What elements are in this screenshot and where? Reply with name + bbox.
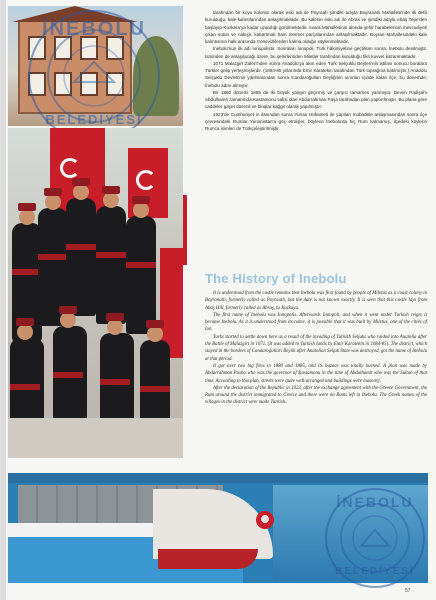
english-history-text (205, 290, 427, 407)
dancer-figure (66, 198, 96, 316)
english-paragraph: It got over two big fires in 1880 and 1885, and its bazaar was totally burned. A plan was made by Abdurrahman Pasha who was the governor of Kastamonu in the time of Abdulhamit who was the Sultan of that time. According to this plan, streets were quite well-arranged and buildings were masonry. (205, 363, 427, 384)
turkish-history-text (205, 9, 427, 132)
crescent-icon (60, 158, 80, 178)
dancer-figure (96, 206, 126, 324)
english-paragraph: The first name of Inebolu was Ionopolis. Afterwards Ionopoli, and when it went under Turkish reign, it became Inebolu. As it is understood from its name, it is possible that it was built by Miletus, one of the cities of Ion. (205, 312, 427, 333)
boat-red-trim (158, 549, 258, 569)
dancer-figure (126, 216, 156, 334)
turkish-paragraph: Bir 1880 dönemi 1885 de iki büyük yangın geçirmiş ve çarşısı tamamen yanmıştır. Devrin Padişahı Abdulhamit zamanında Kastamonu valisi olan Abdurrahman Paşa tarafından plan yaptırılmıştır. Bu plana göre caddeler gayet düzenli ve binalar kağgir olarak yapılmıştır. (205, 89, 427, 110)
english-paragraph: Turks started to settle down here as a result of the invading of Turkish Seljuks who raided into Anatolia after the Battle of Malazgirt in 1071. (It was added to Turkish lands by Emir Karatekin in 1084-85). The district, which stayed in the borders of Candaroğulları Beylik after Anatolian Seljuk State was destroyed, got the name of Inebolu at that period. (205, 334, 427, 362)
stamp-text-bottom: BELEDİYESİ (335, 566, 415, 577)
boat-emblem-icon (256, 511, 274, 529)
turkish-paragraph: tarafından bir koyu kolonisi olarak eski adı ile Poyraafı şimdiki adıyla Boyranatlı Mahallesi'nde ilk defa kurulduğu, kale kalıntılarından anlaşılmaktadır. Bu kalenin eski adı ile Abras ve şimdiki adıyla Abaş Tepe'den başlayıp Kozkara'ya kadar uzandığı görülmektedir. Avara Mahallesinin altında şehir harabelerinin mevcudiyeti çıkan sütun ve nakışlı, kabartmalı ham mermer parçalarından anlaşılmaktadır. Boyran Mahallesindeki kale kalıntısının halk arasında Cenevizlilerden kalma olduğu söylenmektedir. (205, 10, 427, 44)
folk-dancers-photo (8, 128, 183, 458)
municipality-stamp (325, 488, 425, 588)
red-accent-strip (183, 195, 187, 265)
english-paragraph: It is understood from the castle remains that Inebolu was first found by people of Miletus as a coast colony in Boyranatlı, formerly called as Poyraatlı, but the date is not known exactly. It is seen that this castle lays from Abaş Hill, formerly called as Abraş, to Kozkaya. (205, 291, 427, 311)
stamp-text-bottom: BELEDİYESİ (45, 112, 143, 127)
photo-top-band (8, 473, 428, 483)
ground (8, 418, 183, 458)
section-title: The History of Inebolu (205, 271, 347, 286)
english-paragraph: After the declaration of the Republic in 1923, after the exchange agreement with the Greece Government, the Rum around the district immigrated to Greece and there were no Rums left in Inebolu. The Greek names of the villages in the district were made Turkish. (205, 385, 427, 406)
stamp-text-top: İNEBOLU (336, 494, 414, 510)
page-number: 57 (405, 588, 411, 594)
turkish-paragraph: İnebolu'nun ilk adı İonopolistir. Sonraları İonopoli, Türk hâkimiyetine geçtikten sonra, İnebolu denilmiştir. İsminden de anlaşılacağı üzere, bu şehirlerinden Miletler tarafından kurulduğu fikri kuvvet kazanmaktadır. (205, 46, 427, 59)
turkish-paragraph: 1071 Malazgirt Zaferi'nden sonra Anadolu'ya akın eden Türk Selçuklu Beyleri'nin istilası sonucu buralara Türkler gelip yerleşmişlerdir. (1084-85 yıllarında Emir Karatekin tarafından Türk toprağına katılmıştır.) Anadolu Selçuklu Devleti'nin yıkılmasından sonra Candaroğulları Beyliğinin sınırları içinde kalan ilçe, bu dönemde, İnebolu adını almıştır. (205, 60, 427, 88)
crescent-icon (136, 170, 156, 190)
turkish-paragraph: 1923'de Cumhuriyet in ilanından sonra Yunan Hükümeti ile yapılan mübadele anlaşmasından sonra ilçe çevresindeki Rumlar Yunanistan'a göç etmişler, böylece İnebolu'da hiç Rum kalmamış, ilçedeki köylerin Rumca isimleri de Türkçeleştirilmiştir. (205, 111, 427, 131)
stamp-text-top: İNEBOLU (42, 18, 146, 40)
page-edge (0, 0, 6, 600)
municipality-stamp (28, 10, 160, 142)
